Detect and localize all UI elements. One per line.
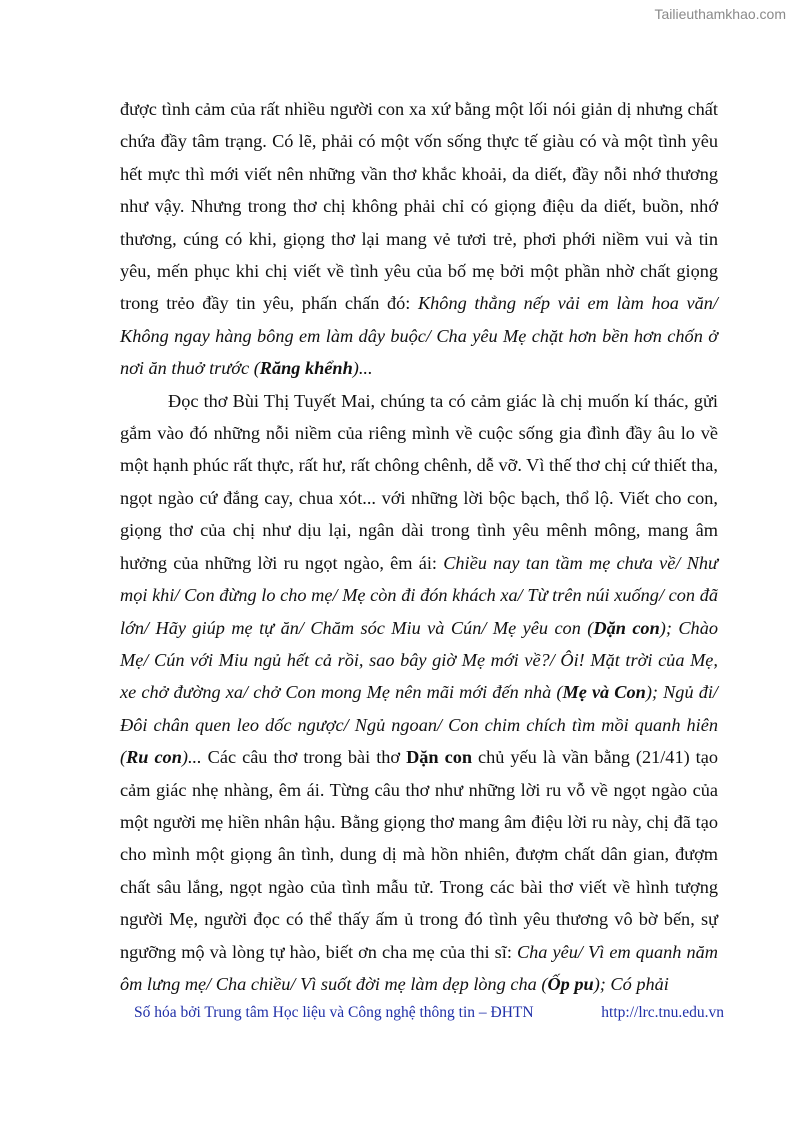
paragraph-1 (120, 93, 718, 385)
watermark: Tailieuthamkhao.com (654, 6, 786, 22)
poem-quote: ); Chào Mẹ/ Cún với Miu ngủ hết cả rồi, sao bây giờ Mẹ mới về?/ Ôi! Mặt trời của Mẹ, xe chở đường xa/ chở Con mong Mẹ nên mãi mới đến nhà ( (120, 617, 718, 703)
poem-title: Ốp pu (547, 973, 594, 994)
paragraph-2 (120, 385, 718, 1001)
paragraph-text: Các câu thơ trong bài thơ (201, 747, 407, 768)
paragraph-text: được tình cảm của rất nhiều người con xa xứ bằng một lối nói giản dị nhưng chất chứa đầy tâm trạng. Có lẽ, phải có một vốn sống thực tế giàu có và một tình yêu hết mực thì mới viết nên những vần thơ khắc khoải, da diết, đầy nỗi nhớ thương như vậy. Nhưng trong thơ chị không phải chỉ có giọng điệu da diết, buồn, nhớ thương, cúng có khi, giọng thơ lại mang vẻ tươi trẻ, phơi phới niềm vui và tin yêu, mến phục khi chị viết về tình yêu của bố mẹ bởi một phần nhờ chất giọng trong trẻo đầy tin yêu, phấn chấn đó: (120, 99, 718, 314)
paragraph-text: Đọc thơ Bùi Thị Tuyết Mai, chúng ta có cảm giác là chị muốn kí thác, gửi gắm vào đó những nỗi niềm của riêng mình về cuộc sống gia đình đầy âu lo về một hạnh phúc rất thực, rất hư, rất chông chênh, dễ vỡ. Vì thế thơ chị cứ thiết tha, ngọt ngào cứ đắng cay, chua xót... với những lời bộc bạch, thổ lộ. Viết cho con, giọng thơ của chị như dịu lại, ngân dài trong tình yêu mênh mông, mang âm hưởng của những lời ru ngọt ngào, êm ái: (120, 390, 718, 573)
footer-credit: Số hóa bởi Trung tâm Học liệu và Công nghệ thông tin – ĐHTN (134, 1004, 534, 1021)
poem-quote: )... (181, 747, 202, 768)
poem-title: Dặn con (593, 617, 660, 638)
poem-title: Răng khểnh (259, 358, 353, 379)
poem-quote: Chiều nay tan tầm mẹ chưa về/ Như mọi khi/ Con đừng lo cho mẹ/ Mẹ còn đi đón khách xa/ Từ trên núi xuống/ con đã lớn/ Hãy giúp mẹ tự ăn/ Chăm sóc Miu và Cún/ Mẹ yêu con ( (120, 552, 718, 638)
page-footer (134, 1004, 724, 1022)
paragraph-text: chủ yếu là vần bằng (21/41) tạo cảm giác nhẹ nhàng, êm ái. Từng câu thơ như những lời ru vỗ về ngọt ngào của một người mẹ hiền nhân hậu. Bằng giọng thơ mang âm điệu lời ru này, chị đã tạo cho mình một giọng ân tình, dung dị mà hồn nhiên, đượm chất dân gian, đượm chất sâu lắng, ngọt ngào của tình mẫu tử. Trong các bài thơ viết về hình tượng người Mẹ, người đọc có thể thấy ấm ủ trong đó tình yêu thương vô bờ bến, sự ngưỡng mộ và lòng tự hào, biết ơn cha mẹ của thi sĩ: (120, 747, 718, 962)
footer-url[interactable]: http://lrc.tnu.edu.vn (601, 1004, 724, 1021)
poem-quote: )... (352, 358, 373, 379)
poem-quote: Không thẳng nếp vải em làm hoa văn/ Không ngay hàng bông em làm dây buộc/ Cha yêu Mẹ chặt hơn bền hơn chốn ở nơi ăn thuở trước ( (120, 293, 718, 379)
poem-quote: ); Ngủ đi/ Đôi chân quen leo dốc ngược/ Ngủ ngoan/ Con chim chích tìm mồi quanh hiên ( (120, 682, 718, 768)
poem-title: Mẹ và Con (562, 682, 646, 703)
poem-quote: Cha yêu/ Vì em quanh năm ôm lưng mẹ/ Cha chiều/ Vì suốt đời mẹ làm dẹp lòng cha ( (120, 941, 718, 994)
document-body (120, 93, 718, 1000)
poem-title: Dặn con (406, 747, 473, 768)
poem-quote: ); Có phải (593, 973, 669, 994)
poem-title: Ru con (126, 747, 182, 768)
